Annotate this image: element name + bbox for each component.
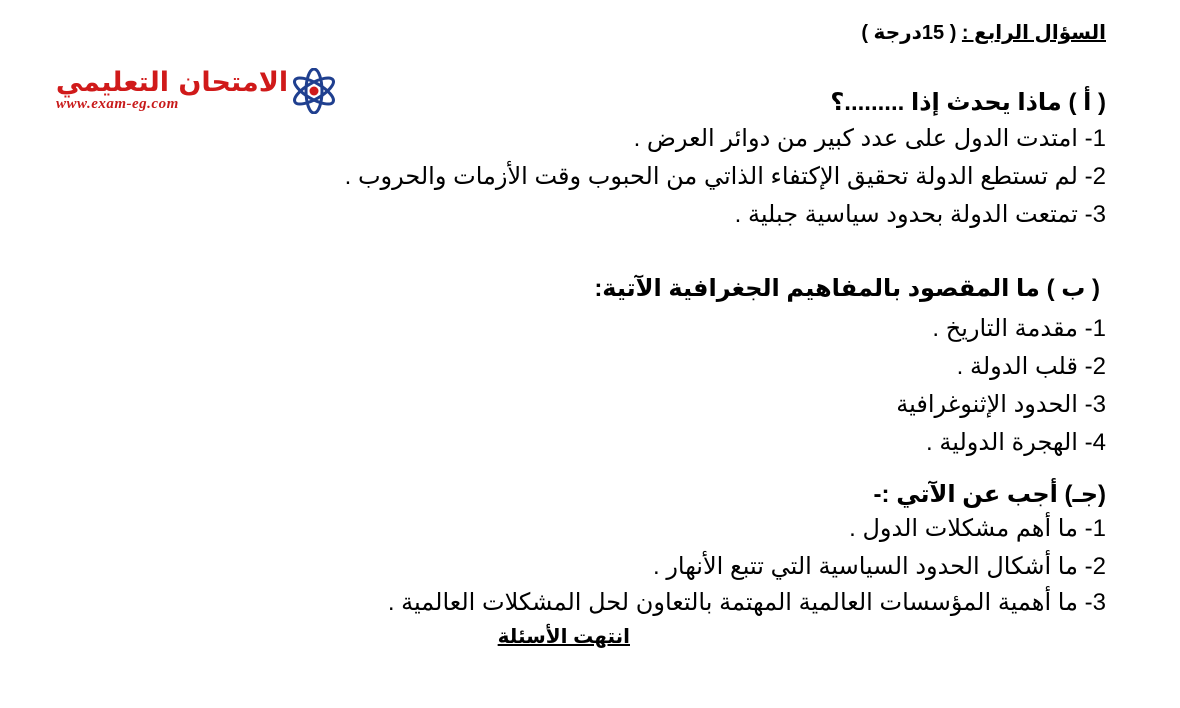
logo-arabic-text: الامتحان التعليمي — [55, 67, 289, 98]
section-a-title: ( أ ) ماذا يحدث إذا .........؟ — [830, 89, 1106, 116]
question-marks: ( 15درجة ) — [861, 22, 957, 44]
logo-url-text: www.exam-eg.com — [56, 96, 179, 112]
end-of-questions: انتهت الأسئلة — [497, 626, 630, 648]
atom-icon — [288, 68, 340, 114]
site-logo — [52, 66, 342, 126]
section-b-item-1: 1- مقدمة التاريخ . — [932, 315, 1106, 342]
question-label: السؤال الرابع : — [961, 22, 1106, 44]
question-header — [861, 18, 1106, 48]
section-b-item-3: 3- الحدود الإثنوغرافية — [896, 391, 1106, 418]
section-b-item-2: 2- قلب الدولة . — [956, 353, 1106, 380]
section-a-item-1: 1- امتدت الدول على عدد كبير من دوائر العرض . — [633, 125, 1106, 152]
section-c-item-3: 3- ما أهمية المؤسسات العالمية المهتمة بالتعاون لحل المشكلات العالمية . — [387, 589, 1106, 616]
section-a-item-2: 2- لم تستطع الدولة تحقيق الإكتفاء الذاتي من الحبوب وقت الأزمات والحروب . — [344, 163, 1106, 190]
section-c-item-1: 1- ما أهم مشكلات الدول . — [849, 515, 1106, 542]
section-c-title: (جـ) أجب عن الآتي :- — [873, 481, 1106, 508]
section-a-item-3: 3- تمتعت الدولة بحدود سياسية جبلية . — [734, 201, 1106, 228]
section-b-item-4: 4- الهجرة الدولية . — [926, 429, 1106, 456]
section-b-title: ( ب ) ما المقصود بالمفاهيم الجغرافية الآتية: — [594, 275, 1100, 302]
section-c-item-2: 2- ما أشكال الحدود السياسية التي تتبع الأنهار . — [653, 553, 1106, 580]
